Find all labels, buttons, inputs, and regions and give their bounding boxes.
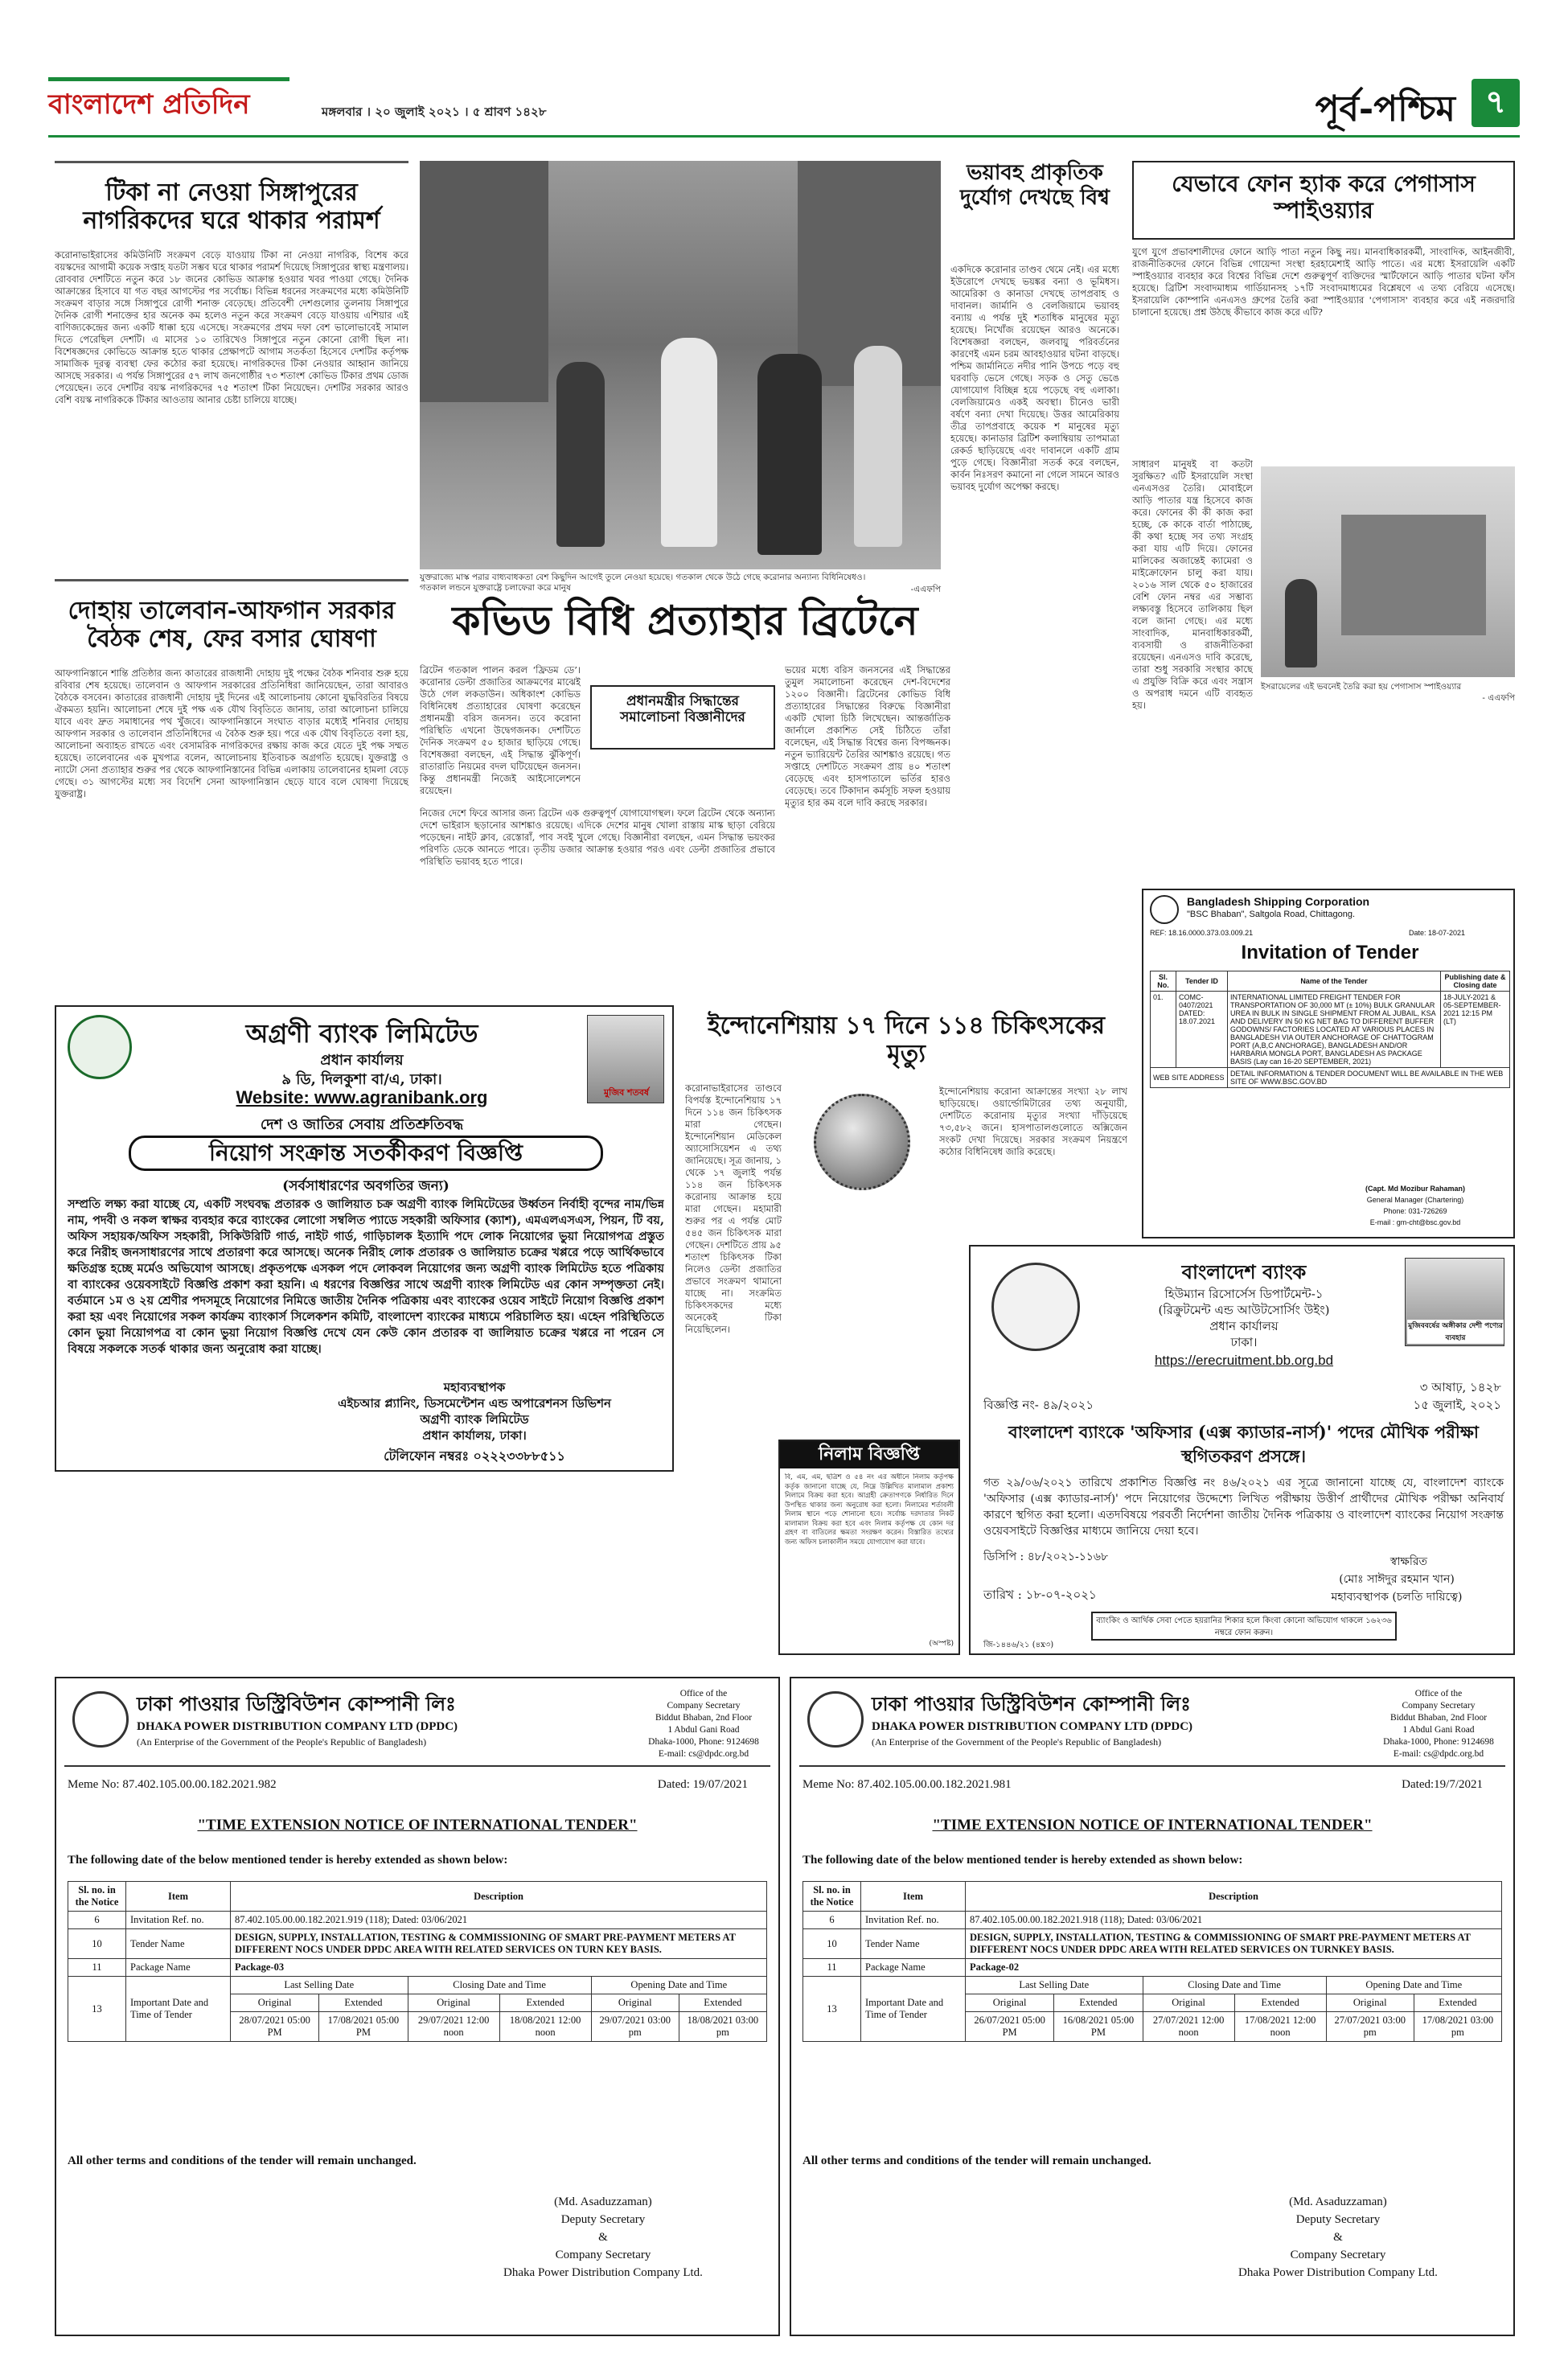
table-cell: Original [408,1994,499,2012]
photo-person [1285,579,1317,667]
table-header: Name of the Tender [1228,971,1441,992]
bsc-tender-table [1150,971,1510,1088]
agrani-logo [68,1015,132,1079]
office-line: Office of the [679,1689,728,1698]
covid-subhead-box [590,685,775,750]
page-number: ৭ [1484,83,1506,121]
bsc-address: "BSC Bhaban", Saltgola Road, Chittagong. [1187,910,1355,919]
table-cell: Tender Name [861,1929,966,1959]
table-cell: Extended [1234,1994,1326,2012]
dpdc-title: "TIME EXTENSION NOTICE OF INTERNATIONAL TENDER" [197,1817,638,1834]
table-row [68,1929,767,1959]
masthead-logo [48,72,289,122]
dpdc-company-en: DHAKA POWER DISTRIBUTION COMPANY LTD (DPDC) [872,1720,1193,1733]
office-line: Company Secretary [667,1701,741,1711]
virus-icon [814,1094,910,1190]
bangladesh-bank-notice [969,1245,1515,1655]
table-header: Sl. no. in the Notice [803,1882,861,1912]
dpdc-tender-table [802,1881,1502,2042]
bb-date-en: ১৫ জুলাই, ২০২১ [1413,1398,1501,1412]
nilam-notice [778,1440,960,1655]
dpdc-divider [799,1765,1505,1767]
table-cell: Last Selling Date [231,1977,408,1994]
table-cell: 29/07/2021 03:00 pm [591,2012,679,2042]
sign-line: Deputy Secretary [560,2213,646,2226]
indonesia-body: করোনাভাইরাসের তাণ্ডবে বিপর্যস্ত ইন্দোনেশিয়ায় ১৭ দিনে ১১৪ জন চিকিৎসক মারা গেছেন। ইন্দোনেশিয়ান মেডিকেল অ্যাসোসিয়েশন এ তথ্য জানিয়েছে। সূত্র জানায়, ১ থেকে ১৭ জুলাই পর্যন্ত ১১৪ জন চিকিৎসক করোনায় আক্রান্ত হয়ে মারা গেছেন। মহামারী শুরুর পর এ পর্যন্ত মোট ৫৪৫ জন চিকিৎসক মারা গেছেন। দেশটিতে প্রায় ৯৫ শতাংশ চিকিৎসক টিকা নিলেও ডেল্টা প্রজাতির প্রভাবে সংক্রমণ থামানো যাচ্ছে না। সংক্রমিত চিকিৎসকদের মধ্যে অনেকেই টিকা নিয়েছিলেন। [685,1082,782,1335]
table-cell: 17/08/2021 03:00 pm [1414,2012,1501,2042]
table-cell: Important Date and Time of Tender [126,1977,231,2042]
table-header: Sl. No. [1151,971,1176,992]
bb-footer-box [1091,1612,1397,1641]
london-photo-credit: -এএফপি [910,585,941,594]
office-line: 1 Abdul Gani Road [1402,1725,1475,1735]
singapore-story [55,161,408,563]
office-line: Biddut Bhaban, 2nd Floor [655,1713,753,1723]
table-cell: 18-JULY-2021 & 05-SEPTEMBER-2021 12:15 PM (LT) [1441,992,1510,1068]
table-cell: 87.402.105.00.00.182.2021.919 (118); Dated: 03/06/2021 [231,1912,767,1929]
table-row [803,1977,1502,1994]
bb-title: বাংলাদেশ ব্যাংকে 'অফিসার (এক্স ক্যাডার-নার্স)' পদের মৌখিক পরীক্ষা স্থগিতকরণ প্রসঙ্গে। [1008,1422,1479,1466]
sign-line: (Md. Asaduzzaman) [554,2195,652,2208]
table-header: Publishing date & Closing date [1441,971,1510,992]
bsc-org: Bangladesh Shipping Corporation [1187,895,1370,908]
sign-line: (Md. Asaduzzaman) [1289,2195,1387,2208]
table-cell: 27/07/2021 12:00 noon [1143,2012,1234,2042]
table-cell: Original [966,1994,1054,2012]
dpdc-logo [807,1691,864,1748]
agrani-body: সম্প্রতি লক্ষ্য করা যাচ্ছে যে, একটি সংঘবদ্ধ প্রতারক ও জালিয়াত চক্র অগ্রণী ব্যাংক লিমিটেডের উর্ধ্বতন নির্বাহী বৃন্দের নাম/ভিন্ন নাম, পদবী ও নকল স্বাক্ষর ব্যবহার করে ব্যাংকের লোগো সম্বলিত প্যাডে সহকারী অফিসার (ক্যাশ), এমএলএসএস, পিয়ন, টি বয়, অফিস সহায়ক/অফিস সহকারী, সিকিউরিটি গার্ড, নাইট গার্ড, গাড়িচালক ইত্যাদি পদে লোক নিয়োগের ভুয়া নিয়োগপত্র প্রস্তুত করে নিরীহ জনসাধারণের সাথে প্রতারণা করে আসছে। অনেক নিরীহ লোক প্রতারক ও জালিয়াত চক্রের খপ্পরে পড়ে আর্থিকভাবে ক্ষতিগ্রস্ত হচ্ছে মর্মেও অভিযোগ আসছে। প্রকৃতপক্ষে এসকল পদে লোকবল নিয়োগের জন্য অগ্রণী ব্যাংক লিমিটেড হতে পত্রিকায় বা ব্যাংকের ওয়েবসাইটে বিজ্ঞপ্তি প্রকাশ করা হয়নি। এ ধরণের বিজ্ঞপ্তির সাথে অগ্রণী ব্যাংক লিমিটেড এর কোন সম্পৃক্ততা নেই। বর্তমানে ১ম ও ২য় শ্রেণীর পদসমূহে নিয়োগের নিমিত্তে জাতীয় দৈনিক পত্রিকায় এবং ব্যাংকের ওয়েব সাইটে নিয়োগ বিজ্ঞপ্তি প্রকাশ করা হয় এবং নিয়োগের সকল কার্যক্রম ব্যাংকার্স সিলেকশন কমিটি, বাংলাদেশ ব্যাংকের মাধ্যমে পরিচালিত হয়। এহেন পরিস্থিতিতে কোন ভুয়া নিয়োগপত্র বা কোন ভুয়া নিয়োগ বিজ্ঞপ্তি দেখে যেন কেউ কোন প্রতারক বা জালিয়াত চক্রের খপ্পরে না পরেন সে বিষয়ে সকলকে সতর্ক থাকার জন্য অনুরোধ করা যাচ্ছে। [68,1197,664,1356]
table-cell: 6 [68,1912,126,1929]
sign-line: Company Secretary [555,2249,651,2261]
table-header: Item [861,1882,966,1912]
table-cell: 27/07/2021 03:00 pm [1326,2012,1414,2042]
agrani-website[interactable]: Website: www.agranibank.org [236,1087,488,1107]
dpdc-office-block [1370,1688,1507,1760]
agrani-address: ৯ ডি, দিলকুশা বা/এ, ঢাকা। [281,1071,442,1088]
covid-headline: কভিড বিধি প্রত্যাহার ব্রিটেনে [452,597,918,644]
agrani-sign-bank: অগ্রণী ব্যাংক লিমিটেড [420,1412,529,1427]
dpdc-memo: Meme No: 87.402.105.00.00.182.2021.981 [802,1778,1012,1791]
office-line: E-mail: cs@dpdc.org.bd [1393,1749,1484,1759]
story-rule [55,161,408,163]
table-cell: 28/07/2021 05:00 PM [231,2012,319,2042]
nilam-title-bar [780,1441,958,1468]
table-header-row [803,1882,1502,1912]
table-row [68,1912,767,1929]
table-cell: 18/08/2021 12:00 noon [499,2012,591,2042]
table-cell: 26/07/2021 05:00 PM [966,2012,1054,2042]
table-header: Description [231,1882,767,1912]
section-title: পূর্ব-পশ্চিম [1315,88,1455,129]
pegasus-headline-box [1132,161,1515,240]
bsc-signer: (Capt. Md Mozibur Rahaman) [1365,1185,1465,1193]
office-line: Company Secretary [1402,1701,1476,1711]
photo-person [556,362,605,547]
dpdc-intro: The following date of the below mentioned tender is hereby extended as shown below: [802,1854,1243,1867]
bb-signer-title: মহাব্যবস্থাপক (চলতি দায়িত্বে) [1331,1591,1463,1604]
table-row [803,1929,1502,1959]
bb-ref: ডিসিপি : ৪৮/২০২১-১১৬৮ [983,1550,1109,1563]
bsc-title: Invitation of Tender [1241,942,1419,963]
table-cell: Package Name [126,1959,231,1977]
bb-name: বাংলাদেশ ব্যাংক [1181,1260,1307,1284]
office-line: Biddut Bhaban, 2nd Floor [1389,1713,1488,1723]
table-header: Tender ID [1176,971,1228,992]
table-cell: Closing Date and Time [1143,1977,1326,1994]
dpdc-company-bn: ঢাকা পাওয়ার ডিস্ট্রিবিউশন কোম্পানী লিঃ [872,1692,1191,1715]
covid-body-col1: ব্রিটেন গতকাল পালন করল ‘ফ্রিডম ডে’। করোনার ডেল্টা প্রজাতির আক্রমণের মাঝেই উঠে গেল লকডাউন। অধিকাংশ কোভিড বিধিনিষেধ প্রত্যাহারের ঘোষণা করেছেন প্রধানমন্ত্রী বরিস জনসন। তবে করোনা পরিস্থিতি এখনো উদ্বেগজনক। দেশটিতে দৈনিক সংক্রমণ ৫০ হাজার ছাড়িয়ে গেছে। বিশেষজ্ঞরা বলছেন, এই সিদ্ধান্ত ঝুঁকিপূর্ণ। রাতারাতি নিয়মের বদল ঘটিয়েছেন জনসন। কিন্তু প্রধানমন্ত্রী নিজেই আইসোলেশনে রয়েছেন। [420,664,581,796]
table-cell: 18/08/2021 03:00 pm [679,2012,766,2042]
bb-date-line: তারিখ : ১৮-০৭-২০২১ [983,1587,1097,1602]
table-cell: Extended [499,1994,591,2012]
sign-line: Dhaka Power Distribution Company Ltd. [1238,2266,1438,2279]
dpdc-intro: The following date of the below mentioned tender is hereby extended as shown below: [68,1854,508,1867]
table-cell: Original [591,1994,679,2012]
bb-notice-no: বিজ্ঞপ্তি নং- ৪৯/২০২১ [983,1398,1094,1412]
mujib-portrait [587,1015,664,1103]
bb-mujib-tagline: মুজিববর্ষের অঙ্গীকার দেশী পণ্যের ব্যবহার [1407,1320,1504,1344]
office-line: Dhaka-1000, Phone: 9124698 [648,1737,759,1747]
sign-line: Company Secretary [1290,2249,1386,2261]
table-cell: 6 [803,1912,861,1929]
dpdc-notice-right [790,1677,1515,2336]
table-cell: 11 [803,1959,861,1977]
bsc-tender-notice [1142,889,1515,1238]
bb-wing: (রিক্রুটমেন্ট এন্ড আউটসোর্সিং উইং) [1158,1303,1330,1317]
photo-building [420,161,548,402]
disaster-body: একদিকে করোনার তাণ্ডব থেমে নেই। এর মধ্যে ইউরোপে দেখছে ভয়ঙ্কর বন্যা ও ভূমিধস। আমেরিকা ও কানাডা দেখছে তাপপ্রবাহ ও দাবানল। জার্মানি ও বেলজিয়ামে ভয়াবহ বন্যায় এ পর্যন্ত দুই শতাধিক মানুষের মৃত্যু হয়েছে। নিখোঁজ রয়েছেন আরও অনেকে। বিশেষজ্ঞরা বলছেন, জলবায়ু পরিবর্তনের কারণেই এমন চরম আবহাওয়ার ঘটনা বাড়ছে। পশ্চিম জার্মানিতে নদীর পানি উপচে পড়ে বহু ঘরবাড়ি ভেসে গেছে। সড়ক ও সেতু ভেঙে যোগাযোগ বিচ্ছিন্ন হয়ে পড়েছে বহু এলাকা। বেলজিয়ামেও একই অবস্থা। চীনেও ভারী বর্ষণে বন্যা দেখা দিয়েছে। উত্তর আমেরিকায় তীব্র তাপপ্রবাহে কয়েক শ মানুষের মৃত্যু হয়েছে। কানাডার ব্রিটিশ কলাম্বিয়ায় তাপমাত্রা রেকর্ড ছাড়িয়েছে এবং দাবানলে একটি গ্রাম পুড়ে গেছে। বিজ্ঞানীরা সতর্ক করে বলছেন, কার্বন নিঃসরণ কমানো না গেলে সামনে আরও ভয়াবহ দুর্যোগ অপেক্ষা করছে। [950,264,1119,492]
masthead [48,66,1520,138]
agrani-sign-office: প্রধান কার্যালয়, ঢাকা। [422,1428,527,1443]
nilam-signer: (অস্পষ্ট) [929,1640,954,1648]
agrani-bank-notice [55,1005,674,1472]
agrani-notice-sub: (সর্বসাধারণের অবগতির জন্য) [282,1178,449,1194]
table-cell: COMC-0407/2021 DATED: 18.07.2021 [1176,992,1228,1068]
table-header: Item [126,1882,231,1912]
dpdc-company-bn: ঢাকা পাওয়ার ডিস্ট্রিবিউশন কোম্পানী লিঃ [137,1692,456,1715]
singapore-headline: টিকা না নেওয়া সিঙ্গাপুরের নাগরিকদের ঘরে থাকার পরামর্শ [83,179,380,236]
agrani-sign-title: মহাব্যবস্থাপক [443,1380,506,1394]
office-line: E-mail: cs@dpdc.org.bd [658,1749,749,1759]
office-line: Dhaka-1000, Phone: 9124698 [1383,1737,1494,1747]
table-row [68,1977,767,1994]
table-row [1151,992,1510,1068]
table-cell: 01. [1151,992,1176,1068]
sign-line: & [598,2231,608,2244]
pegasus-body: যুগে যুগে প্রভাবশালীদের ফোনে আড়ি পাতা নতুন কিছু নয়। মানবাধিকারকর্মী, সাংবাদিক, আইনজীবী, রাজনীতিকদের ফোনে বিভিন্ন গোয়েন্দা সংস্থা হরহামেশাই আড়ি পাতে। এর মধ্যে ইসরায়েলি একটি স্পাইওয়্যার ব্যবহার করে বিশ্বের বিভিন্ন দেশে গুরুত্বপূর্ণ ব্যক্তিদের স্মার্টফোনে আড়ি পাতার ঘটনা ফাঁস হয়েছে। ব্রিটিশ সংবাদমাধ্যম গার্ডিয়ানসহ ১৭টি সংবাদমাধ্যমের বিশ্লেষণে এ তথ্য বেরিয়ে এসেছে। ইসরায়েলি কোম্পানি এনএসও গ্রুপের তৈরি করা স্পাইওয়্যার 'পেগাসাস' ব্যবহার করে এই নজরদারি চালানো হয়েছে। প্রশ্ন উঠছে কীভাবে কাজ করে এটি? [1132,246,1515,318]
agrani-notice-title: নিয়োগ সংক্রান্ত সতর্কীকরণ বিজ্ঞপ্তি [208,1140,523,1166]
photo-person [661,338,717,547]
dpdc-logo [72,1691,129,1748]
sign-line: Deputy Secretary [1295,2213,1381,2226]
table-cell: Original [231,1994,319,2012]
table-cell: 13 [68,1977,126,2042]
bb-date-bn: ৩ আষাঢ়, ১৪২৮ [1419,1380,1501,1394]
mujib-badge: মুজিব শতবর্ষ [604,1087,649,1098]
table-cell: Package-02 [966,1959,1502,1977]
table-cell: Extended [1414,1994,1501,2012]
table-row [1151,1068,1510,1088]
dpdc-footer: All other terms and conditions of the tender will remain unchanged. [68,2154,417,2167]
covid-body-col2: নিজের দেশে ফিরে আসার জন্য ব্রিটেন এক গুরুত্বপূর্ণ যোগাযোগস্থল। ফলে ব্রিটেন থেকে অন্যান্য দেশে ভাইরাস ছড়ানোর আশঙ্কাও রয়েছে। এদিকে দেশের মানুষ খোলা রাস্তায় মাস্ক ছাড়া বেরিয়ে পড়েছেন। নাইট ক্লাব, রেস্তোরাঁ, পাব সবই খুলে গেছে। বিজ্ঞানীরা বলছেন, এমন সিদ্ধান্ত ভয়ংকর পরিণতি ডেকে আনতে পারে। তৃতীয় ডজার আক্রান্ত হওয়ার পরও এবং ডেল্টা প্রজাতির প্রভাবে পরিস্থিতি ভয়াবহ হতে পারে। [420,807,775,867]
masthead-date: মঙ্গলবার । ২০ জুলাই ২০২১ । ৫ শ্রাবণ ১৪২৮ [322,105,547,119]
bsc-signer-email: E-mail : gm-cht@bsc.gov.bd [1369,1218,1461,1226]
story-rule [55,579,408,581]
office-line: 1 Abdul Gani Road [667,1725,740,1735]
table-cell: DESIGN, SUPPLY, INSTALLATION, TESTING & COMMISSIONING OF SMART PRE-PAYMENT METERS AT DIFFERENT NOCS UNDER DPDC AREA WITH RELATED SERVICES ON TURNKEY BASIS. [966,1929,1502,1959]
sign-line: Dhaka Power Distribution Company Ltd. [503,2266,703,2279]
agrani-bank-name: অগ্রণী ব্যাংক লিমিটেড [245,1018,478,1049]
table-cell: DESIGN, SUPPLY, INSTALLATION, TESTING & COMMISSIONING OF SMART PRE-PAYMENT METERS AT DIFFERENT NOCS UNDER DPDC AREA WITH RELATED SERVICES ON TURN KEY BASIS. [231,1929,767,1959]
nso-photo-caption: ইসরায়েলের এই ভবনেই তৈরি করা হয় পেগাসাস স্পাইওয়্যার [1261,682,1462,692]
dpdc-office-block [635,1688,772,1760]
covid-story [420,597,950,1004]
doha-body: আফগানিস্তানে শান্তি প্রতিষ্ঠার জন্য কাতারের রাজধানী দোহায় দুই পক্ষের বৈঠক শনিবার শুরু হয়ে রবিবার শেষ হয়েছে। তালেবান ও আফগান সরকারের প্রতিনিধিরা জানিয়েছেন, তারা আবারও বৈঠকে বসবেন। কাতারের রাজধানী দোহায় দুই দিনের এই আলোচনায় কোনো যুদ্ধবিরতির বিষয়ে ঐকমত্য হয়নি। আলোচনা শেষে দুই পক্ষ এক যৌথ বিবৃতিতে জানায়, তারা আলোচনা চালিয়ে যাবে এবং দ্রুত সমাধানের পথ খুঁজবে। আফগানিস্তানে সংঘাত বাড়ার মধ্যেই শনিবার দোহায় আফগান সরকার ও তালেবান প্রতিনিধিদের এ বৈঠক শুরু হয়। পরে এক যৌথ বিবৃতিতে বলা হয়, আলোচনা অব্যাহত রাখতে এবং বেসামরিক নাগরিকদের রক্ষায় কাজ করে যেতে দুই পক্ষ সম্মত হয়েছে। তালেবানের এক মুখপাত্র বলেন, আলোচনায় ইতিবাচক অগ্রগতি হয়েছে। যুক্তরাষ্ট্র ও ন্যাটো সেনা প্রত্যাহার শুরুর পর থেকে আফগানিস্তানের বিভিন্ন এলাকায় তালেবানের হামলা বেড়ে গেছে। ৩১ আগস্টের মধ্যে সব বিদেশি সেনা আফগানিস্তান ছেড়ে যাবে বলে ঘোষণা দিয়েছে যুক্তরাষ্ট্র। [55,667,408,799]
table-cell: Important Date and Time of Tender [861,1977,966,2042]
dpdc-dated: Dated:19/7/2021 [1402,1778,1483,1791]
doha-headline: দোহায় তালেবান-আফগান সরকার বৈঠক শেষ, ফের বসার ঘোষণা [68,597,396,654]
singapore-body: করোনাভাইরাসের কমিউনিটি সংক্রমণ বেড়ে যাওয়ায় টিকা না নেওয়া নাগরিক, বিশেষ করে বয়স্কদের আগামী কয়েক সপ্তাহ যতটা সম্ভব ঘরে থাকার পরামর্শ দিয়েছে সিঙ্গাপুরের স্বাস্থ্য মন্ত্রণালয়। রোববার দেশটিতে নতুন করে ১৮ জনের কোভিড আক্রান্ত হওয়ার খবর পাওয়া গেছে। দৈনিক আক্রান্তের হিসাবে যা গত বছর আগস্টের পর সর্বোচ্চ। বিভিন্ন ধরনের সংক্রমণের মধ্যে কমিউনিটি সংক্রমণ বাড়ার সঙ্গে সিঙ্গাপুরে রোগী শনাক্ত বেড়েছে। প্রতিবেশী দেশগুলোর তুলনায় সিঙ্গাপুরে দৈনিক রোগী শনাক্তের হার অনেক কম হলেও নতুন করে সংক্রমণ বেড়ে যাওয়ায় এশিয়ার এই বাণিজ্যকেন্দ্রের জন্য একটি ধাক্কা হয়ে এসেছে। সংক্রমণের প্রথম দফা বেশ ভালোভাবেই সামাল দিতে পেরেছিল দেশটি। এ মাসের ১০ তারিখেও সিঙ্গাপুরে নতুন কোনো রোগী ছিল না। বিশেষজ্ঞদের কোভিডে আক্রান্ত হতে থাকার প্রেক্ষাপটে আগাম সতর্কতা হিসেবে দেশটির কর্তৃপক্ষ সামাজিক দূরত্ব ব্যবস্থা ফের কঠোর করা হয়েছে। নাগরিকদের টিকা নেওয়ার আহ্বান জানিয়ে আসছে সরকার। এ পর্যন্ত সিঙ্গাপুরের ৫৭ লাখ জনগোষ্ঠীর ৭৩ শতাংশ কোভিড টিকার প্রথম ডোজ পেয়েছেন। তবে দেশটির বয়স্ক নাগরিকদের ৭৫ শতাংশ টিকা নিয়েছেন। দেশটির সরকার আরও বেশি বয়স্ক নাগরিককে টিকার আওতায় আনার চেষ্টা চালিয়ে যাচ্ছে। [55,249,408,405]
covid-subhead: প্রধানমন্ত্রীর সিদ্ধান্তের সমালোচনা বিজ্ঞানীদের [620,693,745,726]
table-cell: Invitation Ref. no. [126,1912,231,1929]
dpdc-tender-table [68,1881,767,2042]
table-cell: DETAIL INFORMATION & TENDER DOCUMENT WILL BE AVAILABLE IN THE WEB SITE OF WWW.BSC.GOV.BD [1228,1068,1510,1088]
table-cell: 11 [68,1959,126,1977]
agrani-notice-banner [129,1136,603,1171]
bb-footer: ব্যাংকিং ও আর্থিক সেবা পেতে হয়রানির শিকার হলে কিংবা কোনো অভিযোগ থাকলে ১৬২৩৬ নম্বরে ফোন করুন। [1096,1616,1392,1637]
agrani-phone: টেলিফোন নম্বরঃ ০২২২৩৩৮৮৫১১ [384,1448,565,1464]
masthead-rule [48,135,1520,138]
page-number-badge [1472,79,1520,127]
pegasus-body-continued: সাধারণ মানুষই বা কতটা সুরক্ষিত? এটি ইসরায়েলি সংস্থা এনএসওর তৈরি। মোবাইলে আড়ি পাতার যন্ত্র হিসেবে কাজ করে। ফোনের কী কী কাজ করা হচ্ছে, কে কাকে বার্তা পাঠাচ্ছে, কী কথা হচ্ছে সব তথ্য সংগ্রহ করা যায় এটি দিয়ে। ফোনের মালিকের অজান্তেই ক্যামেরা ও মাইক্রোফোন চালু করা যায়। ২০১৬ সাল থেকে ৫০ হাজারের বেশি ফোন নম্বর এর সম্ভাব্য লক্ষ্যবস্তু হিসেবে তালিকায় ছিল বলে জানা গেছে। এর মধ্যে সাংবাদিক, মানবাধিকারকর্মী, ব্যবসায়ী ও রাজনীতিকরা রয়েছেন। এনএসও দাবি করেছে, তারা শুধু সরকারি সংস্থার কাছে এ প্রযুক্তি বিক্রি করে এবং সন্ত্রাস ও অপরাধ দমনে এটি ব্যবহৃত হয়। [1132,458,1253,711]
pegasus-headline: যেভাবে ফোন হ্যাক করে পেগাসাস স্পাইওয়্যার [1172,170,1476,224]
indonesia-headline: ইন্দোনেশিয়ায় ১৭ দিনে ১১৪ চিকিৎসকের মৃত্যু [708,1012,1105,1069]
table-cell: 13 [803,1977,861,2042]
nso-photo-credit: - এএফপি [1482,693,1515,703]
table-cell: 17/08/2021 12:00 noon [1234,2012,1326,2042]
table-cell: Opening Date and Time [1326,1977,1501,1994]
disaster-headline: ভয়াবহ প্রাকৃতিক দুর্যোগ দেখছে বিশ্ব [959,161,1110,210]
bb-body: গত ২৯/০৬/২০২১ তারিখে প্রকাশিত বিজ্ঞপ্তি নং ৪৬/২০২১ এর সূত্রে জানানো যাচ্ছে যে, বাংলাদেশ ব্যাংকে 'অফিসার (এক্স ক্যাডার-নার্স)' পদে নিয়োগের উদ্দেশ্যে লিখিত পরীক্ষায় উত্তীর্ণ প্রার্থীদের মৌখিক পরীক্ষা অনিবার্য কারণে স্থগিত করা হলো। এতদবিষয়ে পরবর্তী নির্দেশনা জাতীয় দৈনিক পত্রিকায় ও বাংলাদেশ ব্যাংকের নিয়োগ সংক্রান্ত ওয়েবসাইটে বিজ্ঞপ্তির মাধ্যমে জানিয়ে দেয়া হবে। [983,1477,1504,1538]
virus-illustration [790,1086,934,1206]
bb-dept: হিউম্যান রিসোর্সেস ডিপার্টমেন্ট-১ [1164,1287,1324,1301]
dpdc-sign-block [1177,2193,1499,2282]
dpdc-dated: Dated: 19/07/2021 [657,1778,748,1791]
dpdc-divider [64,1765,770,1767]
indonesia-body-continued: ইন্দোনেশিয়ায় করোনা আক্রান্তের সংখ্যা ২৮ লাখ ছাড়িয়েছে। ওয়ার্ল্ডোমিটারের তথ্য অনুযায়ী, দেশটিতে করোনায় মৃত্যুর সংখ্যা দাঁড়িয়েছে ৭৩,৫৮২ জনে। হাসপাতালগুলোতে অক্সিজেন সংকট দেখা দিয়েছে। সরকার সংক্রমণ নিয়ন্ত্রণে কঠোর বিধিনিষেধ জারি করেছে। [939,1086,1127,1157]
table-cell: Opening Date and Time [591,1977,766,1994]
doha-story [55,579,408,981]
table-cell: INTERNATIONAL LIMITED FREIGHT TENDER FOR TRANSPORTATION OF 30,000 MT (± 10%) BULK GRANULAR UREA IN BULK IN SINGLE SHIPMENT FROM AL JUBAIL, KSA AND DELIVERY IN 50 KG NET BAG TO DIFFERENT BUFFER GODOWNS/ FACTORIES LOCATED AT VARIOUS PLACES IN BANGLADESH VIA OUTER ANCHORAGE OF CHATTOGRAM PORT (A,B,C ANCHORAGE), BANGLADESH AND/OR HARBARIA MONGLA PORT, BANGLADESH AS PACKAGE BASIS (Lay can 16-20 SEPTEMBER, 2021) [1228,992,1441,1068]
nilam-title: নিলাম বিজ্ঞপ্তি [818,1444,921,1464]
logo-accent [48,77,289,81]
office-line: Office of the [1414,1689,1463,1698]
table-header: Description [966,1882,1502,1912]
table-cell: Tender Name [126,1929,231,1959]
nilam-body: বি, এম, এম, ছত্রিশ ও ৫৪ নং এর অধীনে নিলাম কর্তৃপক্ষ কর্তৃক জানানো যাচ্ছে যে, নিম্নে উল্লিখিত মালামাল প্রকাশ্য নিলামে বিক্রয় করা হবে। আগ্রহী ক্রেতাগণকে নির্ধারিত দিনে উপস্থিত থাকার জন্য অনুরোধ করা হলো। নিলামের শর্তাবলী নিলাম স্থানে পড়ে শোনানো হবে। সর্বোচ্চ দরদাতার নিকট মালামাল বিক্রয় করা হবে এবং নিলাম কর্তৃপক্ষ যে কোন দর গ্রহণ বা বাতিলের ক্ষমতা সংরক্ষণ করেন। বিস্তারিত তথ্যের জন্য অফিস চলাকালীন সময়ে যোগাযোগ করা যাবে। [785,1473,954,1546]
bb-url[interactable]: https://erecruitment.bb.org.bd [1154,1353,1334,1368]
table-cell: Invitation Ref. no. [861,1912,966,1929]
covid-body-col3: ভয়ের মধ্যে বরিস জনসনের এই সিদ্ধান্তের তুমুল সমালোচনা করেছেন দেশ-বিদেশের ১২০০ বিজ্ঞানী। ব্রিটেনের কোভিড বিধি প্রত্যাহারের সিদ্ধান্তের বিরুদ্ধে বিজ্ঞানীরা একটি খোলা চিঠি লিখেছেন। আন্তর্জাতিক জার্নালে প্রকাশিত সেই চিঠিতে তাঁরা বলেছেন, এই সিদ্ধান্ত বিশ্বের জন্য বিপজ্জনক। নতুন ভ্যারিয়েন্ট তৈরির আশঙ্কাও রয়েছে। গত সপ্তাহে দেশটিতে সংক্রমণ প্রায় ৪০ শতাংশ বেড়েছে এবং হাসপাতালে ভর্তির হারও বেড়েছে। তবে টিকাদান কর্মসূচি সফল হওয়ায় মৃত্যুর হার কম বলে দাবি করছে সরকার। [785,664,950,808]
table-cell: Extended [679,1994,766,2012]
london-street-photo [420,161,941,569]
dpdc-sign-block [442,2193,764,2282]
table-cell: 10 [68,1929,126,1959]
bsc-signer-phone: Phone: 031-726269 [1383,1207,1447,1215]
bb-sign-label: স্বাক্ষরিত [1389,1555,1428,1568]
london-photo-caption: যুক্তরাজ্যে মাস্ক পরার বাধ্যবাধকতা বেশ কিছুদিন আগেই তুলে নেওয়া হয়েছে। গতকাল থেকে উঠে গেছে করোনার অন্যান্য বিধিনিষেধও। গতকাল লন্ডনে যুক্তরাষ্ট্রে চলাফেরা করে মানুষ [420,573,866,593]
table-cell: 29/07/2021 12:00 noon [408,2012,499,2042]
dpdc-memo: Meme No: 87.402.105.00.00.182.2021.982 [68,1778,277,1791]
bsc-ref: REF: 18.16.0000.373.03.009.21 [1150,929,1254,937]
photo-building [1341,515,1486,635]
table-row [68,1959,767,1977]
table-cell: 87.402.105.00.00.182.2021.918 (118); Dated: 03/06/2021 [966,1912,1502,1929]
bb-gd: জি-১৪৪৬/২১ (৪x৩) [983,1641,1054,1649]
bsc-signer-title: General Manager (Chartering) [1366,1196,1464,1204]
table-cell: WEB SITE ADDRESS [1151,1068,1228,1088]
table-cell: Closing Date and Time [408,1977,591,1994]
nso-building-photo [1261,466,1515,677]
table-cell: Package Name [861,1959,966,1977]
dpdc-title: "TIME EXTENSION NOTICE OF INTERNATIONAL TENDER" [932,1817,1373,1834]
bsc-logo [1150,895,1179,924]
bb-logo [991,1263,1080,1351]
dpdc-company-en: DHAKA POWER DISTRIBUTION COMPANY LTD (DPDC) [137,1720,458,1733]
dpdc-subtitle: (An Enterprise of the Government of the People's Republic of Bangladesh) [872,1736,1162,1748]
table-header-row [1151,971,1510,992]
agrani-office: প্রধান কার্যালয় [320,1052,404,1069]
table-cell: Package-03 [231,1959,767,1977]
table-header-row [68,1882,767,1912]
table-header: Sl. no. in the Notice [68,1882,126,1912]
table-cell: Original [1143,1994,1234,2012]
pegasus-story [1132,161,1515,889]
table-cell: Original [1326,1994,1414,2012]
logo-text: বাংলাদেশ প্রতিদিন [48,88,250,121]
table-row [803,1912,1502,1929]
dpdc-notice-left [55,1677,780,2336]
table-cell: 17/08/2021 05:00 PM [319,2012,408,2042]
dpdc-subtitle: (An Enterprise of the Government of the People's Republic of Bangladesh) [137,1736,427,1748]
dpdc-footer: All other terms and conditions of the tender will remain unchanged. [802,2154,1151,2167]
table-row [803,1959,1502,1977]
photo-person [854,346,902,547]
agrani-sign-dept: এইচআর প্ল্যানিং, ডিসমেন্টেশন এন্ড অপারেশনস ডিভিশন [338,1396,611,1411]
table-cell: Last Selling Date [966,1977,1143,1994]
sign-line: & [1333,2231,1343,2244]
bb-signer: (মোঃ সাঈদুর রহমান খান) [1339,1573,1455,1586]
photo-person [757,354,822,555]
agrani-tagline: দেশ ও জাতির সেবায় প্রতিশ্রুতিবদ্ধ [260,1116,464,1133]
bsc-date: Date: 18-07-2021 [1409,929,1466,937]
table-cell: Extended [319,1994,408,2012]
bb-mujib-portrait [1405,1258,1504,1346]
table-cell: 10 [803,1929,861,1959]
bb-city: ঢাকা। [1230,1335,1258,1349]
table-cell: Extended [1054,1994,1143,2012]
table-cell: 16/08/2021 05:00 PM [1054,2012,1143,2042]
bb-office: প্রধান কার্যালয় [1209,1319,1279,1333]
disaster-story [950,161,1119,1013]
